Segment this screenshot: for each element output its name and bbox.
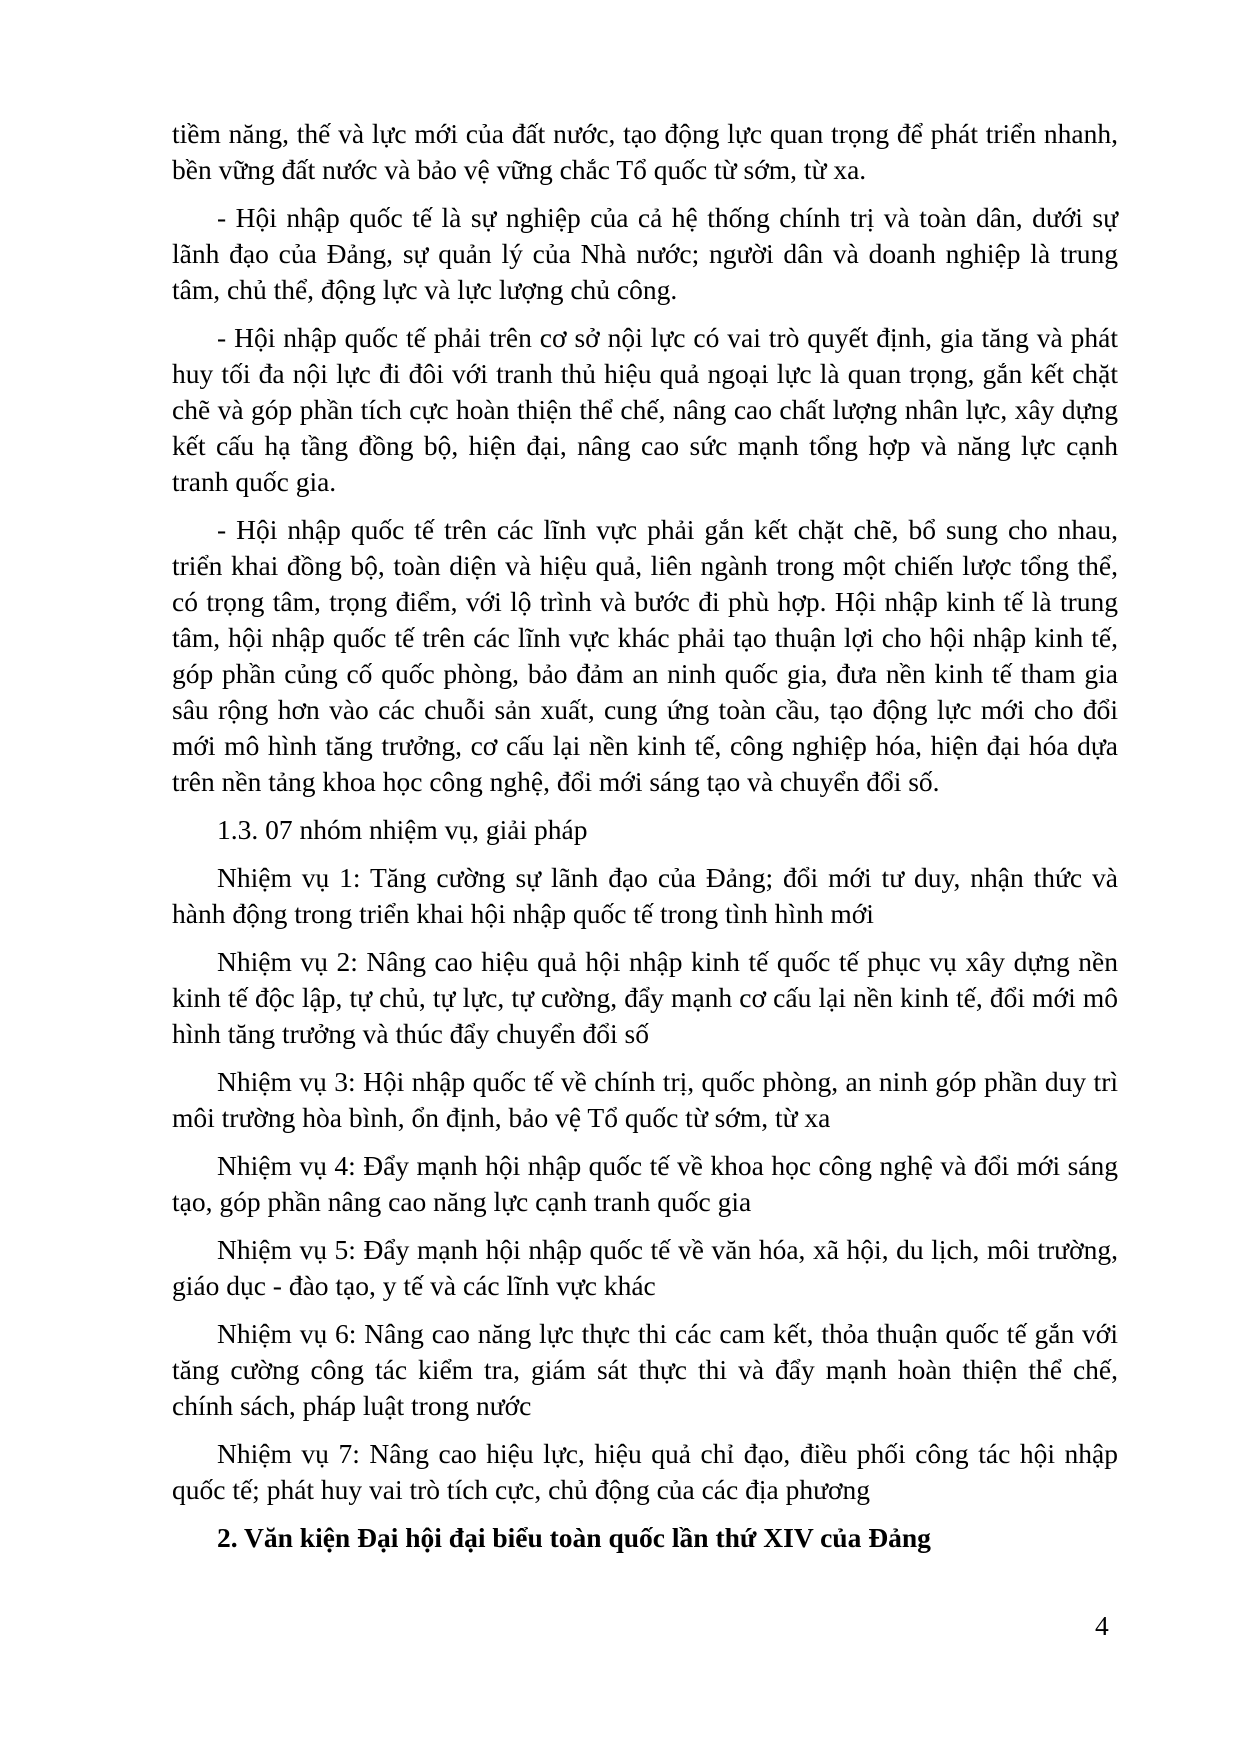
paragraph-bullet-3: - Hội nhập quốc tế trên các lĩnh vực phải gắn kết chặt chẽ, bổ sung cho nhau, triển khai đồng bộ, toàn diện và hiệu quả, liên ngành trong một chiến lược tổng thể, có trọng tâm, trọng điểm, với lộ trình và bước đi phù hợp. Hội nhập kinh tế là trung tâm, hội nhập quốc tế trên các lĩnh vực khác phải tạo thuận lợi cho hội nhập kinh tế, góp phần củng cố quốc phòng, bảo đảm an ninh quốc gia, đưa nền kinh tế tham gia sâu rộng hơn vào các chuỗi sản xuất, cung ứng toàn cầu, tạo động lực mới cho đổi mới mô hình tăng trưởng, cơ cấu lại nền kinh tế, công nghiệp hóa, hiện đại hóa dựa trên nền tảng khoa học công nghệ, đổi mới sáng tạo và chuyển đổi số. [172,514,1118,797]
paragraph-bullet-1: - Hội nhập quốc tế là sự nghiệp của cả hệ thống chính trị và toàn dân, dưới sự lãnh đạo của Đảng, sự quản lý của Nhà nước; người dân và doanh nghiệp là trung tâm, chủ thể, động lực và lực lượng chủ công. [172,202,1118,305]
paragraph-bullet-2: - Hội nhập quốc tế phải trên cơ sở nội lực có vai trò quyết định, gia tăng và phát huy tối đa nội lực đi đôi với tranh thủ hiệu quả ngoại lực là quan trọng, gắn kết chặt chẽ và góp phần tích cực hoàn thiện thể chế, nâng cao chất lượng nhân lực, xây dựng kết cấu hạ tầng đồng bộ, hiện đại, nâng cao sức mạnh tổng hợp và năng lực cạnh tranh quốc gia. [172,322,1118,497]
section-heading: 2. Văn kiện Đại hội đại biểu toàn quốc lần thứ XIV của Đảng [217,1522,931,1553]
task-1: Nhiệm vụ 1: Tăng cường sự lãnh đạo của Đảng; đổi mới tư duy, nhận thức và hành động trong triển khai hội nhập quốc tế trong tình hình mới [172,862,1118,929]
task-5: Nhiệm vụ 5: Đẩy mạnh hội nhập quốc tế về văn hóa, xã hội, du lịch, môi trường, giáo dục - đào tạo, y tế và các lĩnh vực khác [172,1234,1118,1301]
page-number: 4 [1095,1610,1109,1641]
task-7: Nhiệm vụ 7: Nâng cao hiệu lực, hiệu quả chỉ đạo, điều phối công tác hội nhập quốc tế; phát huy vai trò tích cực, chủ động của các địa phương [172,1438,1118,1505]
task-4: Nhiệm vụ 4: Đẩy mạnh hội nhập quốc tế về khoa học công nghệ và đổi mới sáng tạo, góp phần nâng cao năng lực cạnh tranh quốc gia [172,1150,1118,1217]
task-3: Nhiệm vụ 3: Hội nhập quốc tế về chính trị, quốc phòng, an ninh góp phần duy trì môi trường hòa bình, ổn định, bảo vệ Tổ quốc từ sớm, từ xa [172,1066,1118,1133]
document-page [172,116,1118,1568]
subsection-heading: 1.3. 07 nhóm nhiệm vụ, giải pháp [217,814,588,845]
task-6: Nhiệm vụ 6: Nâng cao năng lực thực thi các cam kết, thỏa thuận quốc tế gắn với tăng cường công tác kiểm tra, giám sát thực thi và đẩy mạnh hoàn thiện thể chế, chính sách, pháp luật trong nước [172,1318,1118,1421]
task-2: Nhiệm vụ 2: Nâng cao hiệu quả hội nhập kinh tế quốc tế phục vụ xây dựng nền kinh tế độc lập, tự chủ, tự lực, tự cường, đẩy mạnh cơ cấu lại nền kinh tế, đổi mới mô hình tăng trưởng và thúc đẩy chuyển đổi số [172,946,1118,1049]
paragraph-continuation: tiềm năng, thế và lực mới của đất nước, tạo động lực quan trọng để phát triển nhanh, bền vững đất nước và bảo vệ vững chắc Tổ quốc từ sớm, từ xa. [172,118,1118,185]
